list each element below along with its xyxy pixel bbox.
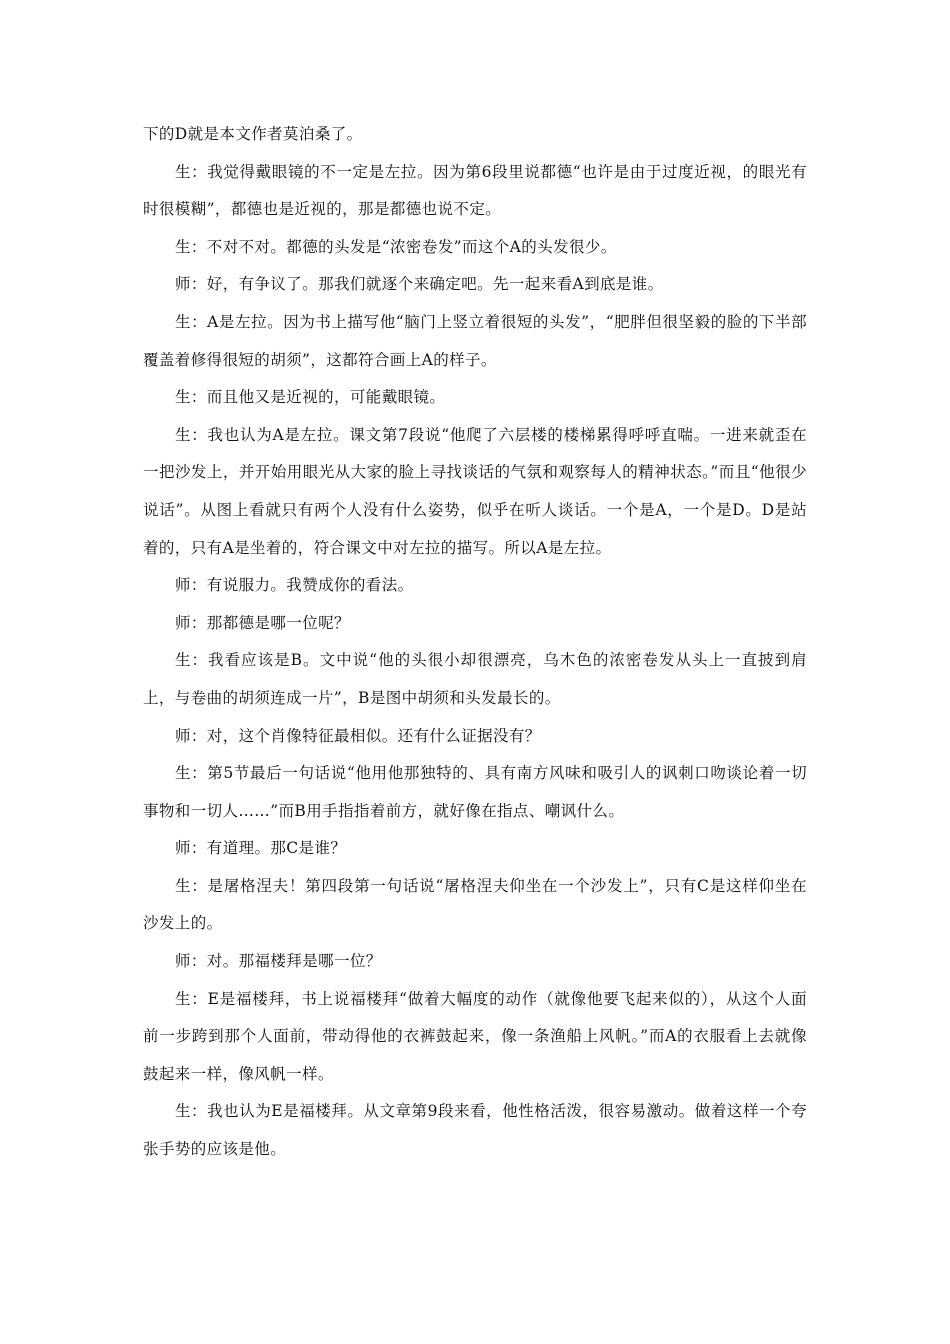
paragraph: 生：而且他又是近视的，可能戴眼镜。 [175, 388, 446, 407]
paragraph: 生：第5节最后一句话说“他用他那独特的、具有南方风味和吸引人的讽刺口吻谈论着一切事物和一切人……”而B用手指指着前方，就好像在指点、嘲讽什么。 [143, 764, 807, 820]
paragraph: 生：是屠格涅夫！第四段第一句话说“屠格涅夫仰坐在一个沙发上”，只有C是这样仰坐在沙发上的。 [143, 876, 807, 933]
paragraph: 生：我也认为A是左拉。课文第7段说“他爬了六层楼的楼梯累得呼呼直喘。一进来就歪在一把沙发上，并开始用眼光从大家的脸上寻找谈话的气氛和观察每人的精神状态。”而且“他很少说话”。从图上看就只有两个人没有什么姿势，似乎在听人谈话。一个是A，一个是D。D是站着的，只有A是坐着的，符合课文中对左拉的描写。所以A是左拉。 [143, 425, 807, 557]
paragraph: 生：我看应该是B。文中说“他的头很小却很漂亮，乌木色的浓密卷发从头上一直披到肩上，与卷曲的胡须连成一片”，B是图中胡须和头发最长的。 [143, 651, 807, 707]
document-body [143, 116, 807, 1169]
paragraph: 生：我也认为E是福楼拜。从文章第9段来看，他性格活泼，很容易激动。做着这样一个夸张手势的应该是他。 [143, 1102, 807, 1159]
paragraph: 师：对，这个肖像特征最相似。还有什么证据没有？ [175, 726, 541, 745]
paragraph: 师：对。那福楼拜是哪一位？ [175, 952, 382, 971]
paragraph: 下的D就是本文作者莫泊桑了。 [143, 125, 363, 143]
paragraph: 生：我觉得戴眼镜的不一定是左拉。因为第6段里说都德“也许是由于过度近视，的眼光有时很模糊”，都德也是近视的，那是都德也说不定。 [143, 162, 807, 219]
paragraph: 师：好，有争议了。那我们就逐个来确定吧。先一起来看A到底是谁。 [175, 275, 664, 294]
paragraph: 师：有说服力。我赞成你的看法。 [175, 576, 414, 595]
paragraph: 师：有道理。那C是谁？ [175, 839, 347, 858]
paragraph: 生：不对不对。都德的头发是“浓密卷发”而这个A的头发很少。 [175, 237, 617, 256]
paragraph: 生：A是左拉。因为书上描写他“脑门上竖立着很短的头发”，“肥胖但很坚毅的脸的下半部覆盖着修得很短的胡须”，这都符合画上A的样子。 [143, 312, 807, 369]
paragraph: 师：那都德是哪一位呢？ [175, 613, 350, 632]
paragraph: 生：E是福楼拜，书上说福楼拜“做着大幅度的动作（就像他要飞起来似的），从这个人面前一步跨到那个人面前，带动得他的衣裤鼓起来，像一条渔船上风帆。”而A的衣服看上去就像鼓起来一样，像风帆一样。 [143, 989, 807, 1083]
